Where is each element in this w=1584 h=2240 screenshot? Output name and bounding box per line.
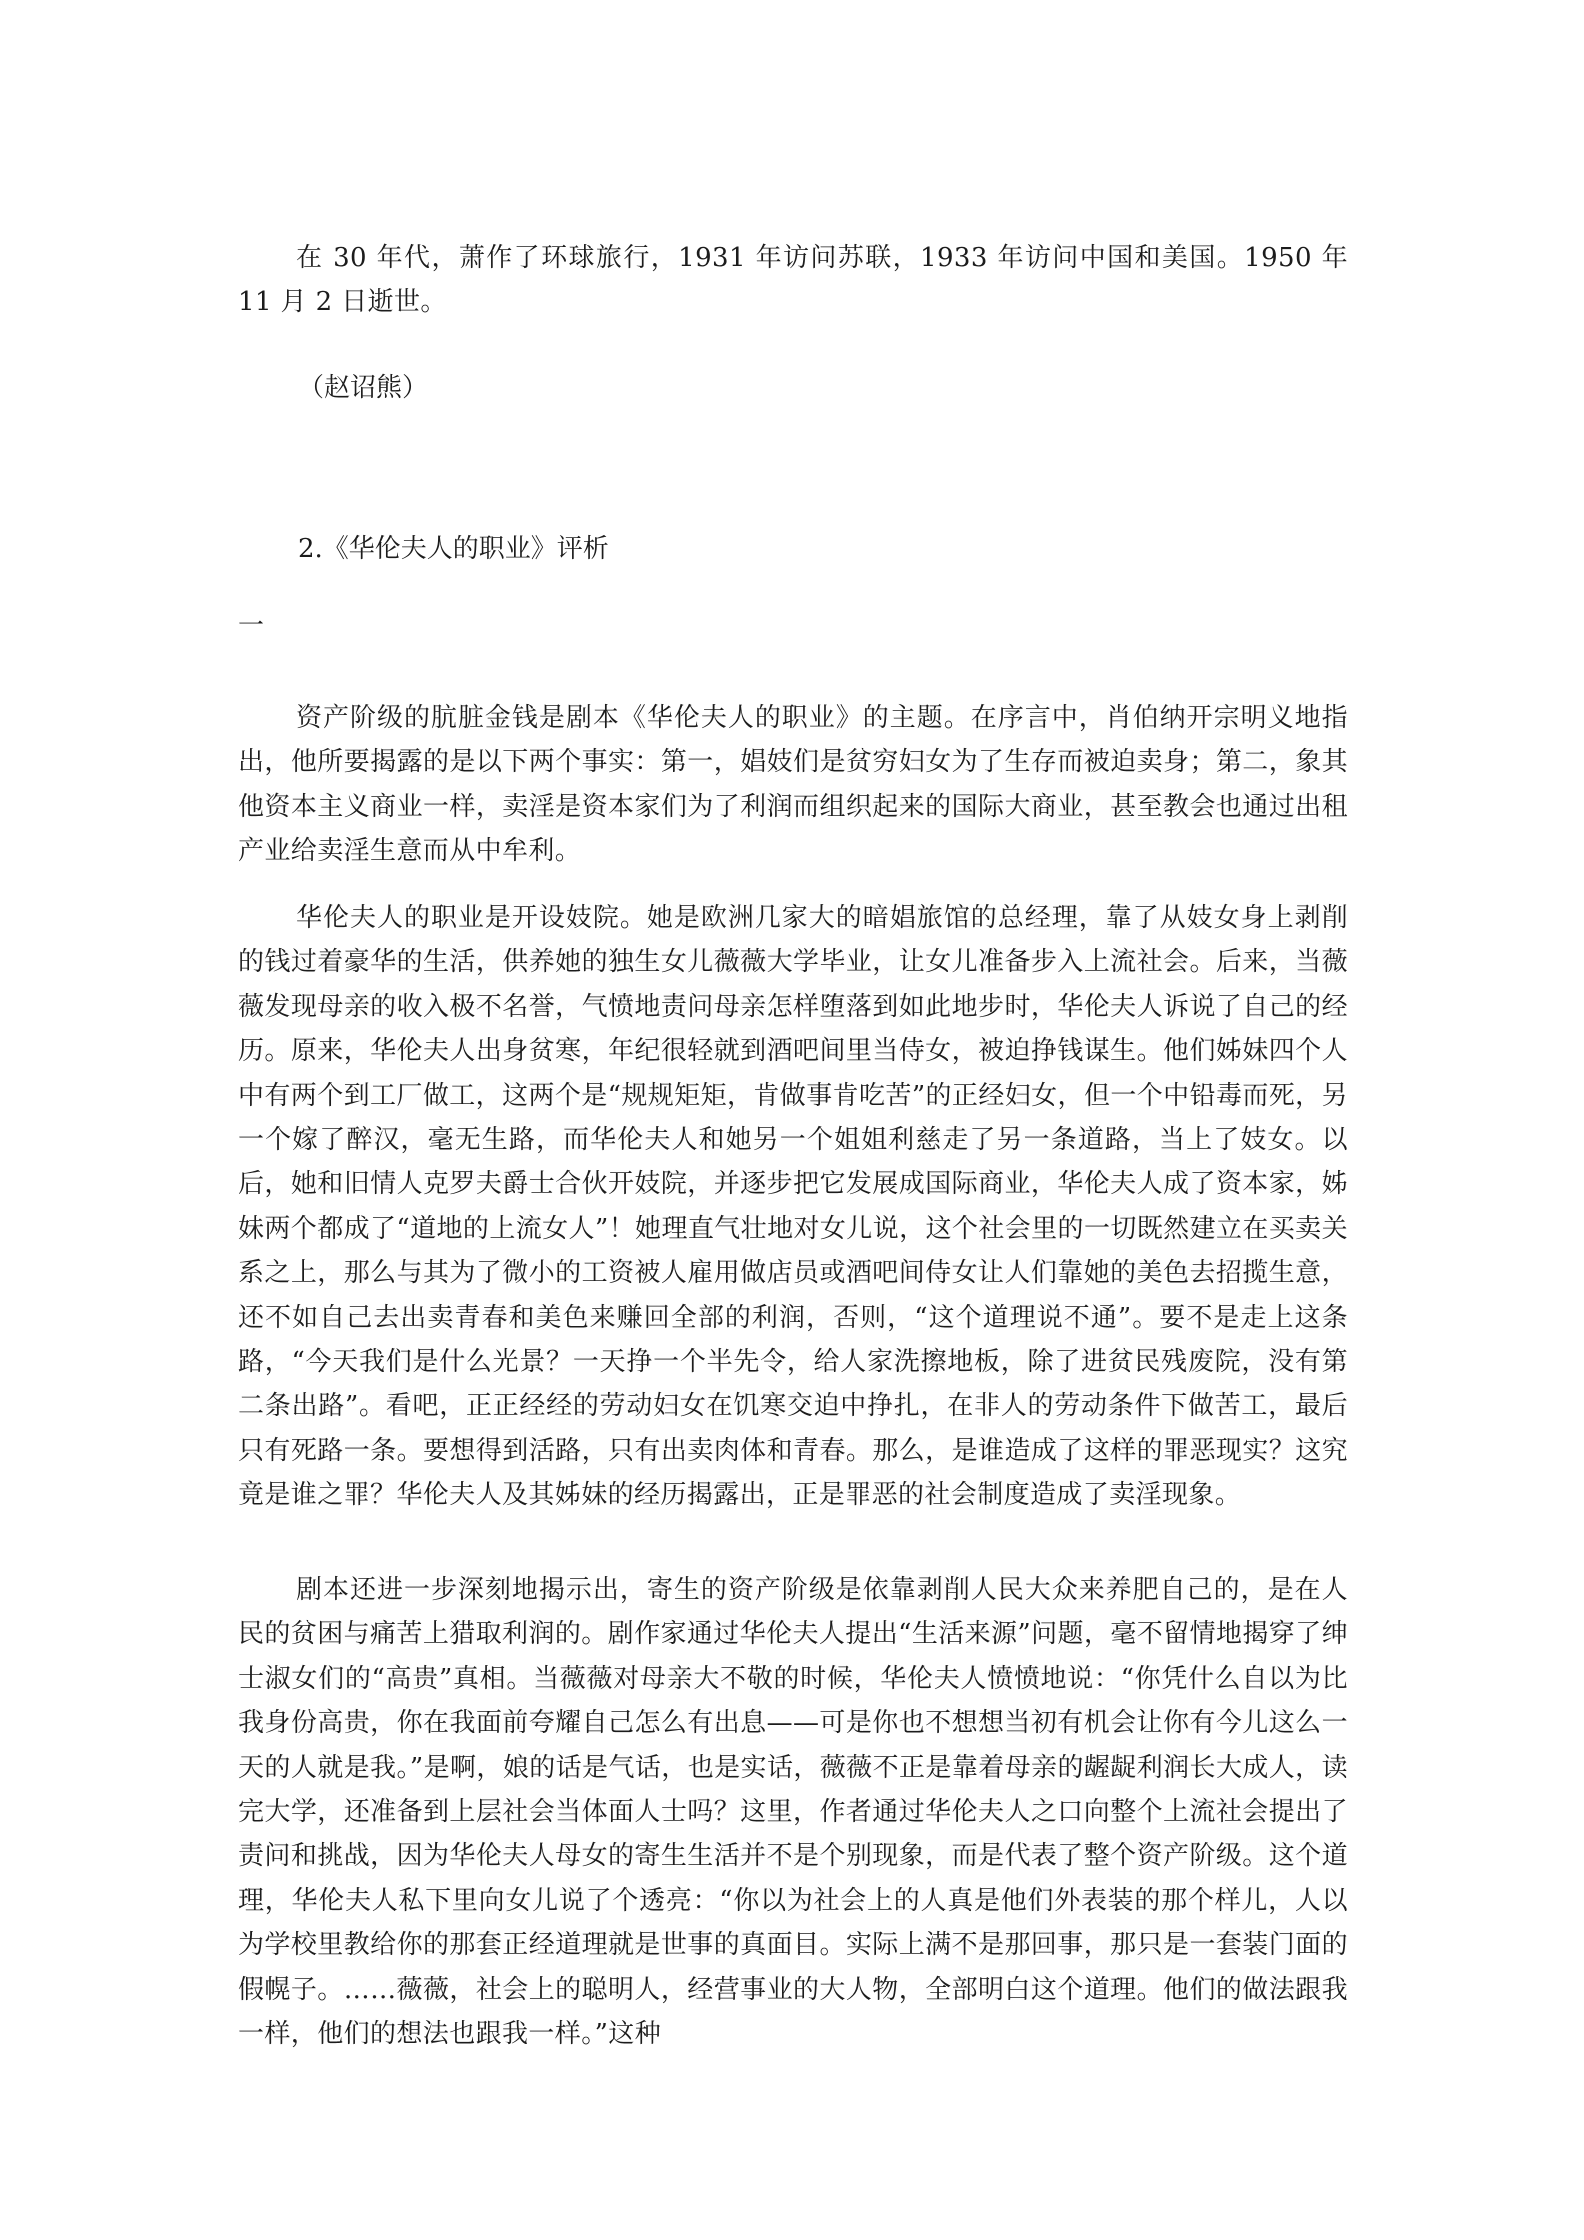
- paragraph-parasitic-class: 剧本还进一步深刻地揭示出，寄生的资产阶级是依靠剥削人民大众来养肥自己的，是在人民的贫困与痛苦上猎取利润的。剧作家通过华伦夫人提出“生活来源”问题，毫不留情地揭穿了绅士淑女们的“高贵”真相。当薇薇对母亲大不敬的时候，华伦夫人愤愤地说：“你凭什么自以为比我身份高贵，你在我面前夸耀自己怎么有出息——可是你也不想想当初有机会让你有今儿这么一天的人就是我。”是啊，娘的话是气话，也是实话，薇薇不正是靠着母亲的龌龊利润长大成人，读完大学，还准备到上层社会当体面人士吗？这里，作者通过华伦夫人之口向整个上流社会提出了责问和挑战，因为华伦夫人母女的寄生生活并不是个别现象，而是代表了整个资产阶级。这个道理，华伦夫人私下里向女儿说了个透亮：“你以为社会上的人真是他们外表装的那个样儿，人以为学校里教给你的那套正经道理就是世事的真面目。实际上满不是那回事，那只是一套装门面的假幌子。……薇薇，社会上的聪明人，经营事业的大人物，全部明白这个道理。他们的做法跟我一样，他们的想法也跟我一样。”这种: [238, 1575, 1348, 2050]
- section-number-mark: 一: [238, 611, 265, 641]
- section-heading: 2.《华伦夫人的职业》评析: [298, 534, 609, 564]
- paragraph-theme: 资产阶级的肮脏金钱是剧本《华伦夫人的职业》的主题。在序言中，肖伯纳开宗明义地指出，他所要揭露的是以下两个事实：第一，娼妓们是贫穷妇女为了生存而被迫卖身；第二，象其他资本主义商业一样，卖淫是资本家们为了利润而组织起来的国际大商业，甚至教会也通过出租产业给卖淫生意而从中牟利。: [238, 703, 1348, 867]
- paragraph-biography-end: 在 30 年代，萧作了环球旅行，1931 年访问苏联，1933 年访问中国和美国。1950 年 11 月 2 日逝世。: [238, 243, 1348, 318]
- author-attribution: （赵诏熊）: [298, 373, 429, 403]
- paragraph-warren-profession: 华伦夫人的职业是开设妓院。她是欧洲几家大的暗娼旅馆的总经理，靠了从妓女身上剥削的钱过着豪华的生活，供养她的独生女儿薇薇大学毕业，让女儿准备步入上流社会。后来，当薇薇发现母亲的收入极不名誉，气愤地责问母亲怎样堕落到如此地步时，华伦夫人诉说了自己的经历。原来，华伦夫人出身贫寒，年纪很轻就到酒吧间里当侍女，被迫挣钱谋生。他们姊妹四个人中有两个到工厂做工，这两个是“规规矩矩，肯做事肯吃苦”的正经妇女，但一个中铅毒而死，另一个嫁了醉汉，毫无生路，而华伦夫人和她另一个姐姐利慈走了另一条道路，当上了妓女。以后，她和旧情人克罗夫爵士合伙开妓院，并逐步把它发展成国际商业，华伦夫人成了资本家，姊妹两个都成了“道地的上流女人”！她理直气壮地对女儿说，这个社会里的一切既然建立在买卖关系之上，那么与其为了微小的工资被人雇用做店员或酒吧间侍女让人们靠她的美色去招揽生意，还不如自己去出卖青春和美色来赚回全部的利润，否则，“这个道理说不通”。要不是走上这条路，“今天我们是什么光景？一天挣一个半先令，给人家洗擦地板，除了进贫民残废院，没有第二条出路”。看吧，正正经经的劳动妇女在饥寒交迫中挣扎，在非人的劳动条件下做苦工，最后只有死路一条。要想得到活路，只有出卖肉体和青春。那么，是谁造成了这样的罪恶现实？这究竟是谁之罪？华伦夫人及其姊妹的经历揭露出，正是罪恶的社会制度造成了卖淫现象。: [238, 903, 1348, 1511]
